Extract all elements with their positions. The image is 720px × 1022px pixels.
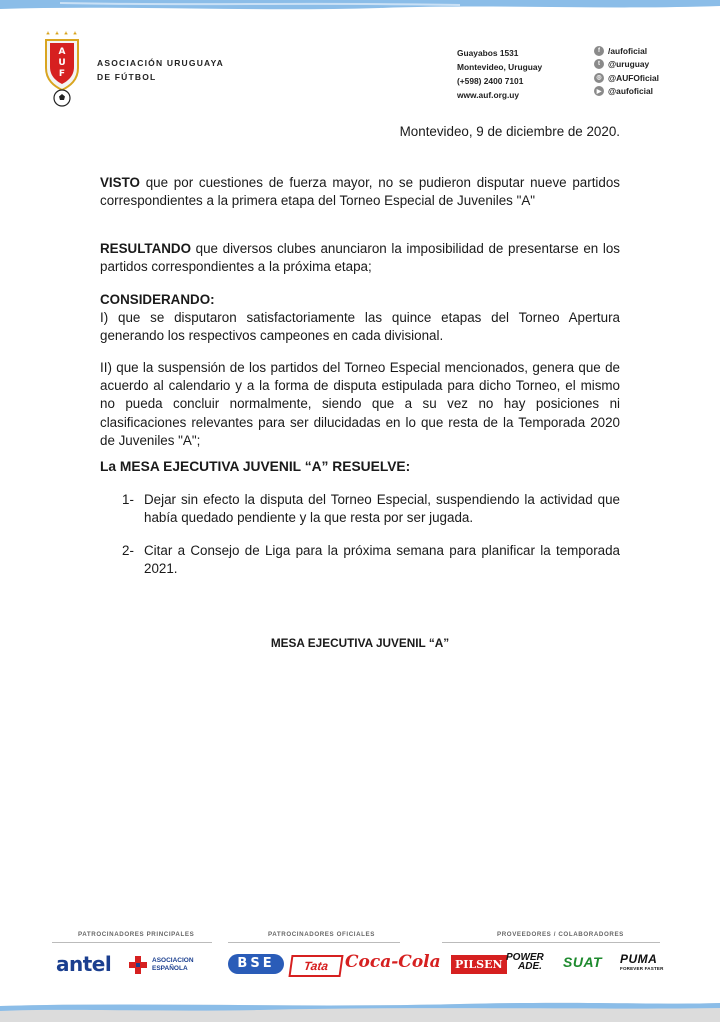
auf-crest-icon bbox=[40, 28, 84, 108]
phone-text: (+598) 2400 7101 bbox=[457, 76, 524, 86]
logo-letter-f: F bbox=[58, 69, 66, 79]
powerade-line1: POWER bbox=[506, 952, 544, 963]
footer-divider-2 bbox=[228, 942, 400, 943]
resolution-item-1 bbox=[122, 491, 620, 527]
social-links bbox=[594, 44, 659, 98]
red-cross-icon bbox=[128, 955, 148, 975]
resolution-item-2 bbox=[122, 542, 620, 578]
puma-tagline: FOREVER FASTER bbox=[620, 966, 664, 971]
visto-paragraph bbox=[100, 174, 620, 210]
document-date: Montevideo, 9 de diciembre de 2020. bbox=[399, 124, 620, 139]
puma-logo bbox=[620, 952, 664, 971]
social-instagram-handle: @AUFOficial bbox=[608, 72, 659, 83]
considerando-point-2: II) que la suspensión de los partidos del Torneo Especial mencionados, genera que de acuerdo al calendario y a la forma de disputa estipulada para dicho Torneo, el mismo no pueda concluir normalmente, siendo que a su vez no hay posiciones ni clasificaciones relevantes para ser dilucidadas en lo que resta de la Temporada 2020 de Juveniles "A"; bbox=[100, 360, 620, 448]
considerando-point-1: I) que se disputaron satisfactoriamente las quince etapas del Torneo Apertura generando los respectivos campeones en cada divisional. bbox=[100, 310, 620, 344]
org-name-line2: DE FÚTBOL bbox=[97, 72, 157, 82]
city-text: Montevideo, Uruguay bbox=[457, 62, 543, 72]
footer-divider-3 bbox=[442, 942, 660, 943]
social-instagram[interactable] bbox=[594, 71, 659, 85]
instagram-icon: ◎ bbox=[594, 73, 604, 83]
youtube-icon: ▶ bbox=[594, 86, 604, 96]
footer-divider-1 bbox=[52, 942, 212, 943]
top-brush-stripe bbox=[0, 0, 720, 14]
resultando-paragraph bbox=[100, 240, 620, 276]
aesp-line1: ASOCIACION bbox=[152, 957, 194, 964]
logo-letter-a: A bbox=[58, 47, 66, 57]
organization-name bbox=[97, 56, 224, 84]
resolution-text-2: Citar a Consejo de Liga para la próxima semana para planificar la temporada 2021. bbox=[144, 543, 620, 577]
facebook-icon: f bbox=[594, 46, 604, 56]
visto-text: que por cuestiones de fuerza mayor, no se pudieron disputar nueve partidos correspondientes a la primera etapa del Torneo Especial de Juveniles "A" bbox=[100, 175, 620, 209]
pilsen-logo: PILSEN bbox=[451, 955, 507, 974]
website-link[interactable]: www.auf.org.uy bbox=[457, 90, 520, 100]
tata-logo: Tata bbox=[288, 955, 343, 977]
address-text: Guayabos 1531 bbox=[457, 48, 519, 58]
resultando-text: que diversos clubes anunciaron la imposibilidad de presentarse en los partidos correspondientes a la próxima etapa; bbox=[100, 241, 620, 275]
social-facebook[interactable] bbox=[594, 44, 659, 58]
considerando-section bbox=[100, 291, 620, 346]
social-twitter-handle: @uruguay bbox=[608, 59, 650, 70]
resolution-number-1: 1- bbox=[122, 492, 134, 507]
considerando-label: CONSIDERANDO: bbox=[100, 292, 215, 307]
social-twitter[interactable] bbox=[594, 58, 659, 72]
visto-label: VISTO bbox=[100, 175, 140, 190]
powerade-line2: ADE. bbox=[518, 961, 542, 972]
contact-block bbox=[457, 46, 542, 102]
label-providers: PROVEEDORES / COLABORADORES bbox=[497, 931, 624, 938]
label-main-sponsors: PATROCINADORES PRINCIPALES bbox=[78, 931, 195, 938]
social-youtube[interactable] bbox=[594, 85, 659, 99]
org-name-line1: ASOCIACIÓN URUGUAYA bbox=[97, 58, 225, 68]
aesp-line2: ESPAÑOLA bbox=[152, 965, 188, 972]
asociacion-espanola-logo bbox=[128, 955, 208, 977]
resultando-label: RESULTANDO bbox=[100, 241, 191, 256]
resolution-number-2: 2- bbox=[122, 543, 134, 558]
bottom-brush-stripe bbox=[0, 998, 720, 1022]
puma-wordmark: PUMA bbox=[620, 952, 658, 966]
twitter-icon: t bbox=[594, 59, 604, 69]
social-facebook-handle: /aufoficial bbox=[608, 45, 648, 56]
social-youtube-handle: @aufoficial bbox=[608, 86, 653, 97]
label-official-sponsors: PATROCINADORES OFICIALES bbox=[268, 931, 375, 938]
powerade-logo bbox=[506, 953, 544, 971]
cocacola-logo: Coca-Cola bbox=[345, 952, 441, 972]
logo-letter-u: U bbox=[58, 58, 66, 68]
bse-logo: BSE bbox=[228, 954, 284, 974]
antel-logo: antel bbox=[56, 952, 112, 976]
resolution-text-1: Dejar sin efecto la disputa del Torneo Especial, suspendiendo la actividad que había quedado pendiente y la que resta por ser jugada. bbox=[144, 492, 620, 526]
signature-line: MESA EJECUTIVA JUVENIL “A” bbox=[270, 636, 450, 650]
suat-logo: SUAT bbox=[563, 954, 603, 970]
letterhead bbox=[0, 14, 720, 104]
resuelve-heading: La MESA EJECUTIVA JUVENIL “A” RESUELVE: bbox=[100, 459, 411, 474]
